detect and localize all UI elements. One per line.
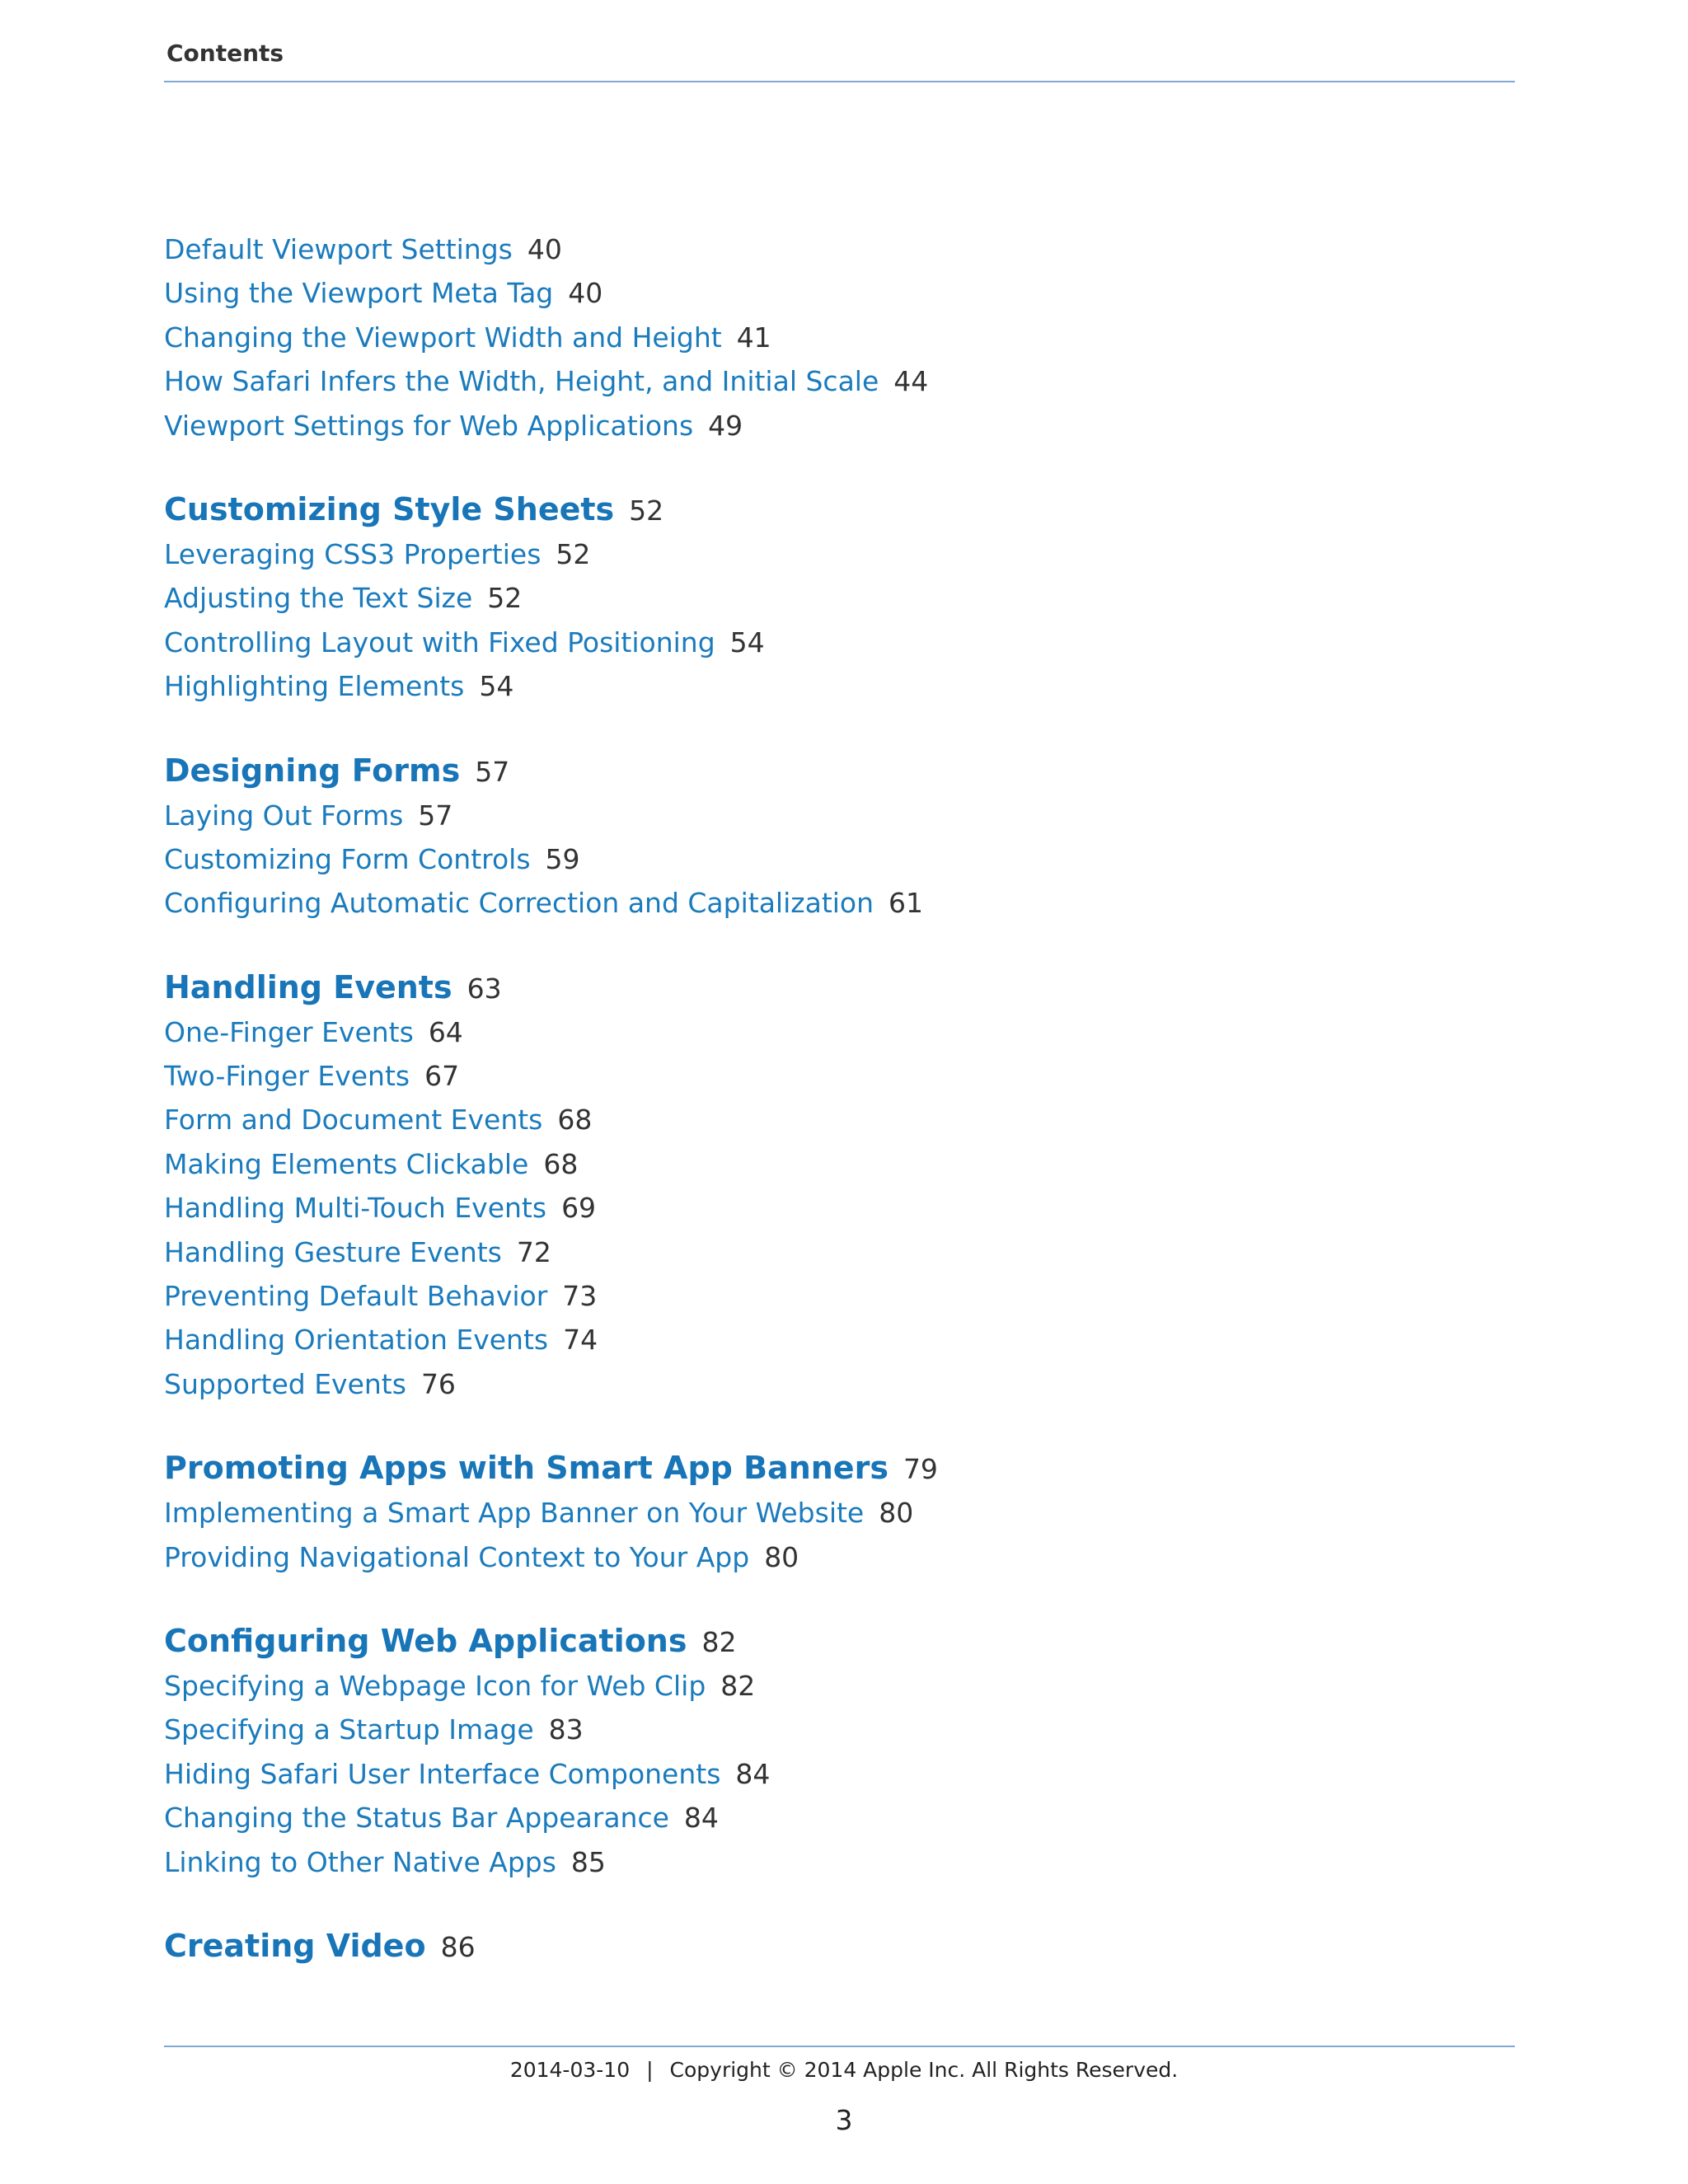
toc-entry — [164, 1840, 1516, 1884]
toc-page-number: 80 — [764, 1540, 799, 1573]
toc-entry — [164, 227, 1516, 271]
toc-entry — [164, 1010, 1516, 1054]
toc-page-number: 68 — [543, 1147, 579, 1180]
toc-entry-link[interactable]: Leveraging CSS3 Properties — [164, 537, 542, 570]
toc-page-number: 76 — [420, 1367, 456, 1400]
toc-entry-link[interactable]: Changing the Status Bar Appearance — [164, 1802, 669, 1835]
toc-page-number: 69 — [561, 1192, 597, 1225]
toc-entry — [164, 837, 1516, 881]
toc-entry-link[interactable]: Hiding Safari User Interface Components — [164, 1757, 721, 1790]
toc-section — [164, 964, 1516, 1407]
toc-entry — [164, 1752, 1516, 1796]
footer-rule — [164, 2046, 1515, 2047]
toc-page-number: 82 — [720, 1669, 756, 1702]
toc-page-number: 54 — [729, 626, 765, 658]
toc-entry — [164, 1362, 1516, 1406]
toc-entry — [164, 881, 1516, 925]
toc-entry — [164, 664, 1516, 708]
toc-page-number: 41 — [736, 321, 771, 354]
toc-chapter-link[interactable]: Designing Forms — [164, 752, 461, 789]
toc-page-number: 57 — [475, 755, 510, 788]
toc-entry — [164, 316, 1516, 359]
footer — [0, 2057, 1688, 2083]
toc-entry — [164, 532, 1516, 576]
toc-chapter-link[interactable]: Customizing Style Sheets — [164, 490, 615, 527]
toc-entry-link[interactable]: Adjusting the Text Size — [164, 582, 473, 615]
toc-entry — [164, 1142, 1516, 1186]
toc-entry — [164, 1535, 1516, 1579]
toc-entry — [164, 1274, 1516, 1318]
toc-page-number: 44 — [893, 365, 929, 398]
header-rule — [164, 81, 1515, 82]
toc-chapter-entry — [164, 1618, 1516, 1664]
toc-entry — [164, 1230, 1516, 1274]
toc-entry-link[interactable]: How Safari Infers the Width, Height, and Initial Scale — [164, 365, 879, 398]
toc-entry-link[interactable]: Linking to Other Native Apps — [164, 1845, 556, 1878]
toc-page-number: 85 — [570, 1845, 606, 1878]
toc-page-number: 59 — [545, 842, 580, 875]
toc-entry — [164, 1796, 1516, 1840]
toc-page-number: 80 — [879, 1497, 914, 1530]
toc-page-number: 72 — [516, 1235, 551, 1268]
toc-entry — [164, 1708, 1516, 1751]
toc-entry — [164, 1098, 1516, 1141]
toc-page-number: 54 — [479, 670, 514, 703]
toc-entry — [164, 271, 1516, 315]
toc-page-number: 68 — [557, 1104, 593, 1137]
toc-entry — [164, 1664, 1516, 1708]
toc-entry-link[interactable]: Implementing a Smart App Banner on Your Website — [164, 1497, 865, 1530]
toc-page-number: 86 — [440, 1930, 476, 1963]
toc-entry — [164, 404, 1516, 448]
toc-entry-link[interactable]: Specifying a Startup Image — [164, 1713, 534, 1746]
toc-entry-link[interactable]: Handling Multi-Touch Events — [164, 1192, 547, 1225]
toc-page-number: 49 — [708, 409, 743, 442]
toc-page-number: 40 — [568, 277, 603, 310]
page-number: 3 — [835, 2104, 853, 2136]
toc-page-number: 63 — [467, 972, 502, 1005]
toc-entry-link[interactable]: Making Elements Clickable — [164, 1147, 529, 1180]
toc-entry-link[interactable]: Viewport Settings for Web Applications — [164, 409, 694, 442]
toc-entry-link[interactable]: Default Viewport Settings — [164, 233, 513, 265]
toc-entry-link[interactable]: Configuring Automatic Correction and Capitalization — [164, 887, 874, 920]
toc-page-number: 52 — [487, 582, 523, 615]
toc-page-number: 79 — [903, 1453, 938, 1486]
toc-page-number: 83 — [548, 1713, 584, 1746]
toc-page-number: 64 — [428, 1015, 463, 1048]
table-of-contents — [164, 227, 1516, 2008]
toc-chapter-entry — [164, 486, 1516, 532]
toc-entry-link[interactable]: Using the Viewport Meta Tag — [164, 277, 554, 310]
toc-entry-link[interactable]: Two-Finger Events — [164, 1060, 410, 1093]
toc-entry — [164, 621, 1516, 664]
toc-page-number: 82 — [701, 1625, 737, 1658]
toc-entry-link[interactable]: Customizing Form Controls — [164, 842, 531, 875]
toc-entry — [164, 1186, 1516, 1230]
toc-entry — [164, 1491, 1516, 1535]
footer-date: 2014-03-10 — [509, 2058, 631, 2082]
toc-chapter-entry — [164, 1923, 1516, 1969]
toc-entry-link[interactable]: Laying Out Forms — [164, 799, 404, 832]
toc-entry — [164, 1054, 1516, 1098]
toc-page-number: 67 — [424, 1060, 460, 1093]
toc-entry-link[interactable]: Preventing Default Behavior — [164, 1280, 548, 1313]
toc-entry — [164, 576, 1516, 620]
toc-chapter-entry — [164, 964, 1516, 1010]
toc-section — [164, 1445, 1516, 1579]
toc-section — [164, 748, 1516, 926]
toc-entry-link[interactable]: Changing the Viewport Width and Height — [164, 321, 722, 354]
toc-chapter-entry — [164, 1445, 1516, 1491]
toc-page-number: 74 — [563, 1324, 598, 1357]
toc-entry — [164, 1318, 1516, 1361]
toc-entry-link[interactable]: Handling Orientation Events — [164, 1324, 549, 1357]
toc-chapter-link[interactable]: Promoting Apps with Smart App Banners — [164, 1450, 889, 1487]
toc-chapter-link[interactable]: Handling Events — [164, 968, 452, 1005]
toc-entry-link[interactable]: Handling Gesture Events — [164, 1235, 502, 1268]
toc-entry-link[interactable]: Providing Navigational Context to Your App — [164, 1540, 750, 1573]
toc-chapter-entry — [164, 748, 1516, 794]
toc-entry-link[interactable]: Controlling Layout with Fixed Positioning — [164, 626, 715, 658]
footer-separator: | — [646, 2058, 654, 2082]
toc-section — [164, 486, 1516, 709]
toc-entry-link[interactable]: Supported Events — [164, 1367, 406, 1400]
toc-section — [164, 227, 1516, 448]
toc-chapter-link[interactable]: Configuring Web Applications — [164, 1622, 687, 1659]
toc-chapter-link[interactable]: Creating Video — [164, 1927, 426, 1964]
toc-section — [164, 1923, 1516, 1969]
toc-section — [164, 1618, 1516, 1884]
toc-entry — [164, 359, 1516, 403]
toc-page-number: 52 — [556, 537, 591, 570]
toc-page-number: 52 — [629, 494, 664, 527]
toc-entry-link[interactable]: Highlighting Elements — [164, 670, 465, 703]
footer-copyright: Copyright © 2014 Apple Inc. All Rights Reserved. — [669, 2058, 1179, 2082]
toc-page-number: 61 — [889, 887, 924, 920]
running-header-title: Contents — [166, 40, 284, 67]
toc-entry-link[interactable]: Form and Document Events — [164, 1104, 543, 1137]
toc-page-number: 57 — [418, 799, 453, 832]
toc-page-number: 84 — [683, 1802, 719, 1835]
toc-entry-link[interactable]: Specifying a Webpage Icon for Web Clip — [164, 1669, 706, 1702]
toc-page-number: 40 — [527, 233, 562, 265]
toc-page-number: 73 — [562, 1280, 598, 1313]
toc-entry — [164, 794, 1516, 837]
toc-entry-link[interactable]: One-Finger Events — [164, 1015, 414, 1048]
toc-page-number: 84 — [735, 1757, 771, 1790]
